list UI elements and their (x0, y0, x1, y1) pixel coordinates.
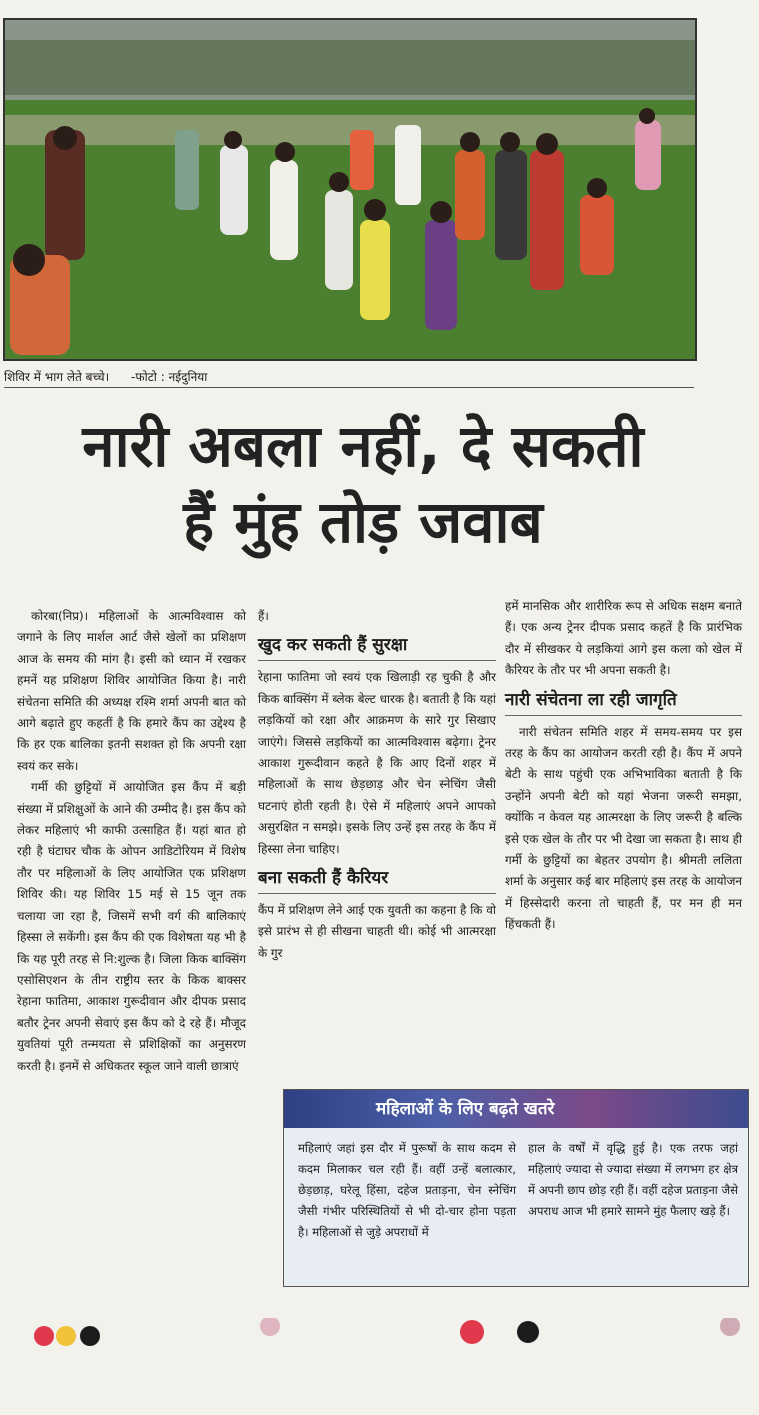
news-photo (3, 18, 697, 361)
headline-line-2: हैं मुंह तोड़ जवाब (183, 488, 543, 556)
box-title: महिलाओं के लिए बढ़ते खतरे (284, 1090, 748, 1128)
box-column-2: हाल के वर्षों में वृद्धि हुई है। एक तरफ जहां महिलाएं ज्यादा से ज्यादा संख्या में लगभग हर क्षेत्र में अपनी छाप छोड़ रही हैं। वहीं दहेज प्रताड़ना जैसे अपराध आज भी हमारे सामने मुंह फैलाए खड़े हैं। (528, 1141, 738, 1218)
article-column-2 (258, 606, 496, 964)
subheading-career: बना सकती हैं कैरियर (258, 866, 496, 894)
box-column-1: महिलाएं जहां इस दौर में पुरूषों के साथ कदम से कदम मिलाकर चल रही हैं। वहीं उन्हें बलात्कार, छेड़छाड़, घरेलू हिंसा, दहेज प्रताड़ना, चेन स्नेचिंग जैसी गंभीर परिस्थितियों से भी दो-चार होना पड़ता है। महिलाओं से जुड़े अपराधों में (298, 1141, 516, 1239)
subheading-awareness: नारी संचेतना ला रही जागृति (505, 688, 742, 716)
column2-paragraph-1: रेहाना फातिमा जो स्वयं एक खिलाड़ी रह चुकी है और किक बाक्सिंग में ब्लेक बेल्ट धारक है। बताती है कि यहां लड़कियों को रक्षा और आक्रमण के सारे गुर सिखाए जाएंगे। जिससे लड़कियों का आत्मविश्वास बढ़ेगा। ट्रेनर आकाश गुरूदीवान कहते है कि आए दिनों शहर में महिलाओं के साथ छेड़छाड़ और चेन स्नेचिंग जैसी घटनाएं होती रहती है। ऐसे में महिलाएं अपने आपको असुरक्षित न समझे। इसके लिए उन्हें इस तरह के कैंप में हिस्सा लेना चाहिए। (258, 670, 496, 856)
column3-paragraph-1: नारी संचेतन समिति शहर में समय-समय पर इस तरह के कैंप का आयोजन करती रही है। कैंप में अपने बेटी के साथ पहुंची एक अभिभाविका बताती है कि उन्होंने अपनी बेटी को यहां भेजना जरूरी समझा, क्योंकि न केवल यह आत्मरक्षा के लिए जरूरी है बल्कि इसे एक खेल के तौर पर भी देखा जा सकता है। साथ ही गर्मी के छुट्टियों का बेहतर उपयोग है। श्रीमती ललिता शर्मा के अनुसार कई बार महिलाएं इस तरह के आयोजन में हिस्सेदारी करना तो चाहती हैं, पर मन ही मन हिंचकती हैं। (505, 724, 742, 932)
children-training-photo (5, 20, 695, 359)
column2-continuation: हैं। (258, 609, 269, 623)
sidebar-box (283, 1089, 749, 1287)
caption-text: शिविर में भाग लेते बच्चे। (4, 370, 110, 384)
headline-line-1: नारी अबला नहीं, दे सकती (82, 412, 644, 480)
column1-paragraph-1: कोरबा(निप्र)। महिलाओं के आत्मविश्वास को जगाने के लिए मार्शल आर्ट जैसे खेलों का प्रशिक्षण आज के समय की मांग है। इसी को ध्यान में रखकर हमनें यह प्रशिक्षण शिविर आयोजित किया है। नारी संचेतना समिति की अध्यक्ष रश्मि शर्मा अपनी बात को आगे बढ़ाते हुए कहतीं है कि हमारे कैंप का उद्देश्य है कि हर एक बालिका इतनी सशक्त हो कि अपनी रक्षा स्वयं कर सके। (17, 609, 246, 773)
column1-paragraph-2: गर्मी की छुट्टियों में आयोजित इस कैंप में बड़ी संख्या में प्रशिक्षुओं के आने की उम्मीद है। इस कैंप को लेकर महिलाएं भी काफी उत्साहित हैं। यहां बात हो रही है घंटाघर चौक के ओपन आडिटोरियम में विशेष तौर पर महिलाओं के लिए आयोजित एक प्रशिक्षण शिविर की। यह शिविर 15 मई से 15 जून तक चलाया जा रहा है, जिसमें सभी वर्ग की बालिकाएं हिस्सा ले सकेंगी। इस कैंप की एक विशेषता यह भी है कि यह पूरी तरह से नि:शुल्क है। जिला किक बाक्सिंग एसोसिएशन के तीन राष्ट्रीय स्तर के किक बाक्सर रेहाना फातिमा, आकाश गुरूदीवान और दीपक प्रसाद बतौर ट्रेनर अपनी सेवाएं इस कैंप को दे रहे हैं। मौजूद युवतियां पूरी तन्मयता से प्रशिक्षिकों का अनुसरण करती है। इनमें से अधिकतर स्कूल जाने वाली छात्राएं (17, 780, 246, 1073)
photo-caption (4, 367, 694, 388)
photo-credit: -फोटो : नईदुनिया (131, 370, 208, 384)
subheading-self-defence: खुद कर सकती हैं सुरक्षा (258, 633, 496, 661)
registration-marks (30, 1318, 750, 1368)
headline (8, 408, 718, 560)
column2-paragraph-2: कैंप में प्रशिक्षण लेने आई एक युवती का कहना है कि वो इसे प्रारंभ से ही सीखना चाहती थी। कोई भी आत्मरक्षा के गुर (258, 903, 496, 960)
article-column-1 (17, 606, 246, 1077)
column3-continuation: हमें मानसिक और शारीरिक रूप से अधिक सक्षम बनाते हैं। एक अन्य ट्रेनर दीपक प्रसाद कहतें है कि प्रारंभिक दौर में सीखकर ये लड़कियां आगे इस कला को खेल में कैरियर के तौर पर भी अपना सकती है। (505, 599, 742, 678)
article-column-3 (505, 596, 742, 936)
